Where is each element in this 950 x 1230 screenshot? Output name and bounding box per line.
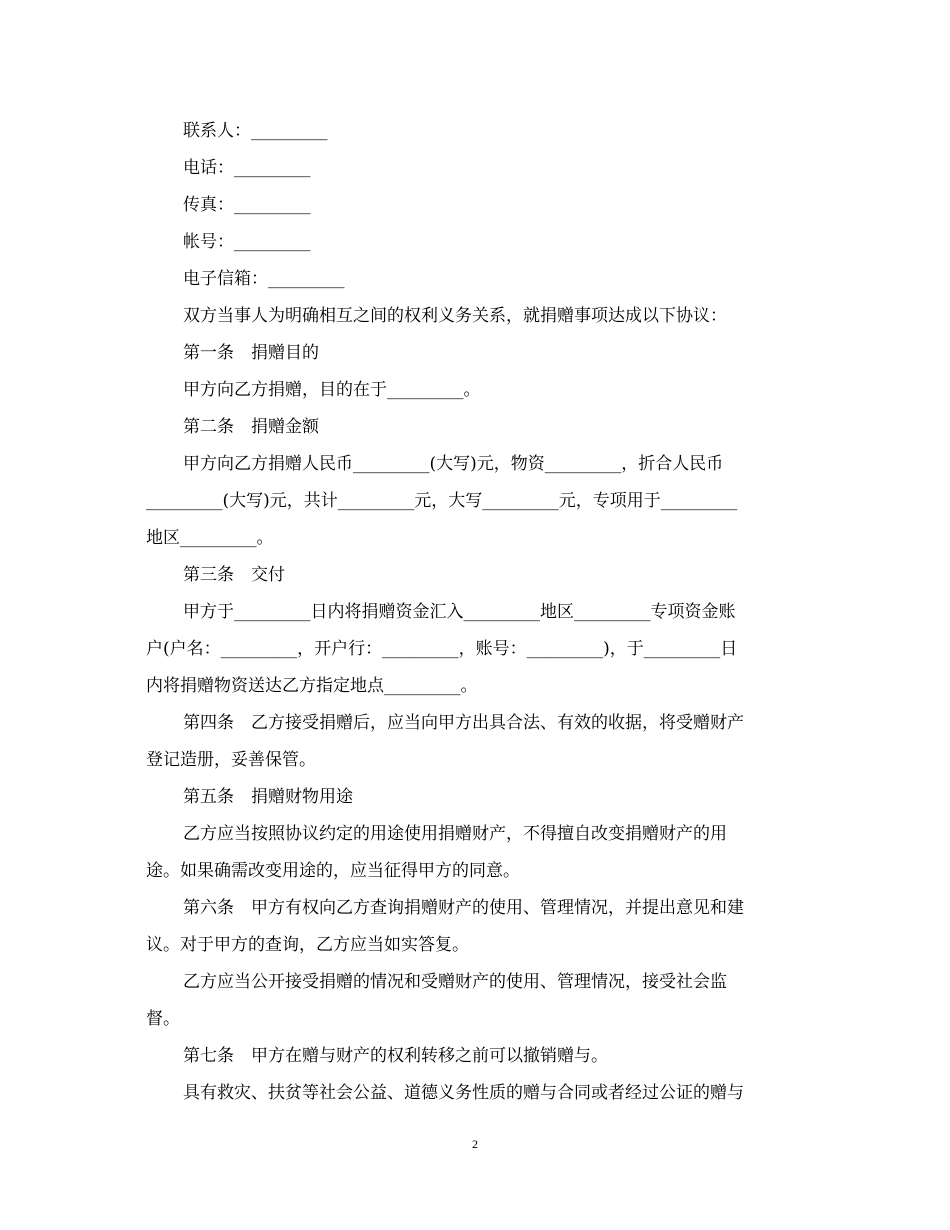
text-line: 电话：_________: [183, 158, 311, 178]
text-line: 督。: [146, 1009, 180, 1029]
text-line: 第三条 交付: [183, 565, 285, 585]
text-line: 甲方向乙方捐赠，目的在于_________。: [183, 380, 481, 400]
text-line: 乙方应当按照协议约定的用途使用捐赠财产，不得擅自改变捐赠财产的用: [183, 824, 727, 844]
text-line: 内将捐赠物资送达乙方指定地点_________。: [146, 676, 478, 696]
text-line: 地区_________。: [146, 528, 274, 548]
text-line: 双方当事人为明确相互之间的权利义务关系，就捐赠事项达成以下协议：: [183, 306, 727, 326]
text-line: 第六条 甲方有权向乙方查询捐赠财产的使用、管理情况，并提出意见和建: [183, 898, 744, 918]
text-line: 议。对于甲方的查询，乙方应当如实答复。: [146, 935, 469, 955]
text-line: 联系人：_________: [183, 121, 328, 141]
text-line: _________(大写)元，共计_________元，大写_________元，专项用于_________: [146, 491, 738, 511]
text-line: 第七条 甲方在赠与财产的权利转移之前可以撤销赠与。: [183, 1046, 608, 1066]
text-line: 电子信箱：_________: [183, 269, 345, 289]
text-line: 第四条 乙方接受捐赠后，应当向甲方出具合法、有效的收据，将受赠财产: [183, 713, 744, 733]
text-line: 途。如果确需改变用途的，应当征得甲方的同意。: [146, 861, 520, 881]
document-body: [146, 113, 801, 1112]
page-number: 2: [472, 1137, 478, 1151]
text-line: 乙方应当公开接受捐赠的情况和受赠财产的使用、管理情况，接受社会监: [183, 972, 727, 992]
text-line: 甲方向乙方捐赠人民币_________(大写)元，物资_________，折合人民币: [183, 454, 724, 474]
text-line: 第一条 捐赠目的: [183, 343, 319, 363]
text-line: 第五条 捐赠财物用途: [183, 787, 353, 807]
text-line: 登记造册，妥善保管。: [146, 750, 316, 770]
text-line: 户(户名：_________，开户行：_________，账号：_________)，于_________日: [146, 639, 738, 659]
text-line: 具有救灾、扶贫等社会公益、道德义务性质的赠与合同或者经过公证的赠与: [183, 1083, 744, 1103]
text-line: 第二条 捐赠金额: [183, 417, 319, 437]
text-line: 传真：_________: [183, 195, 311, 215]
text-line: 甲方于_________日内将捐赠资金汇入_________地区_________专项资金账: [183, 602, 736, 622]
text-line: 帐号：_________: [183, 232, 311, 252]
